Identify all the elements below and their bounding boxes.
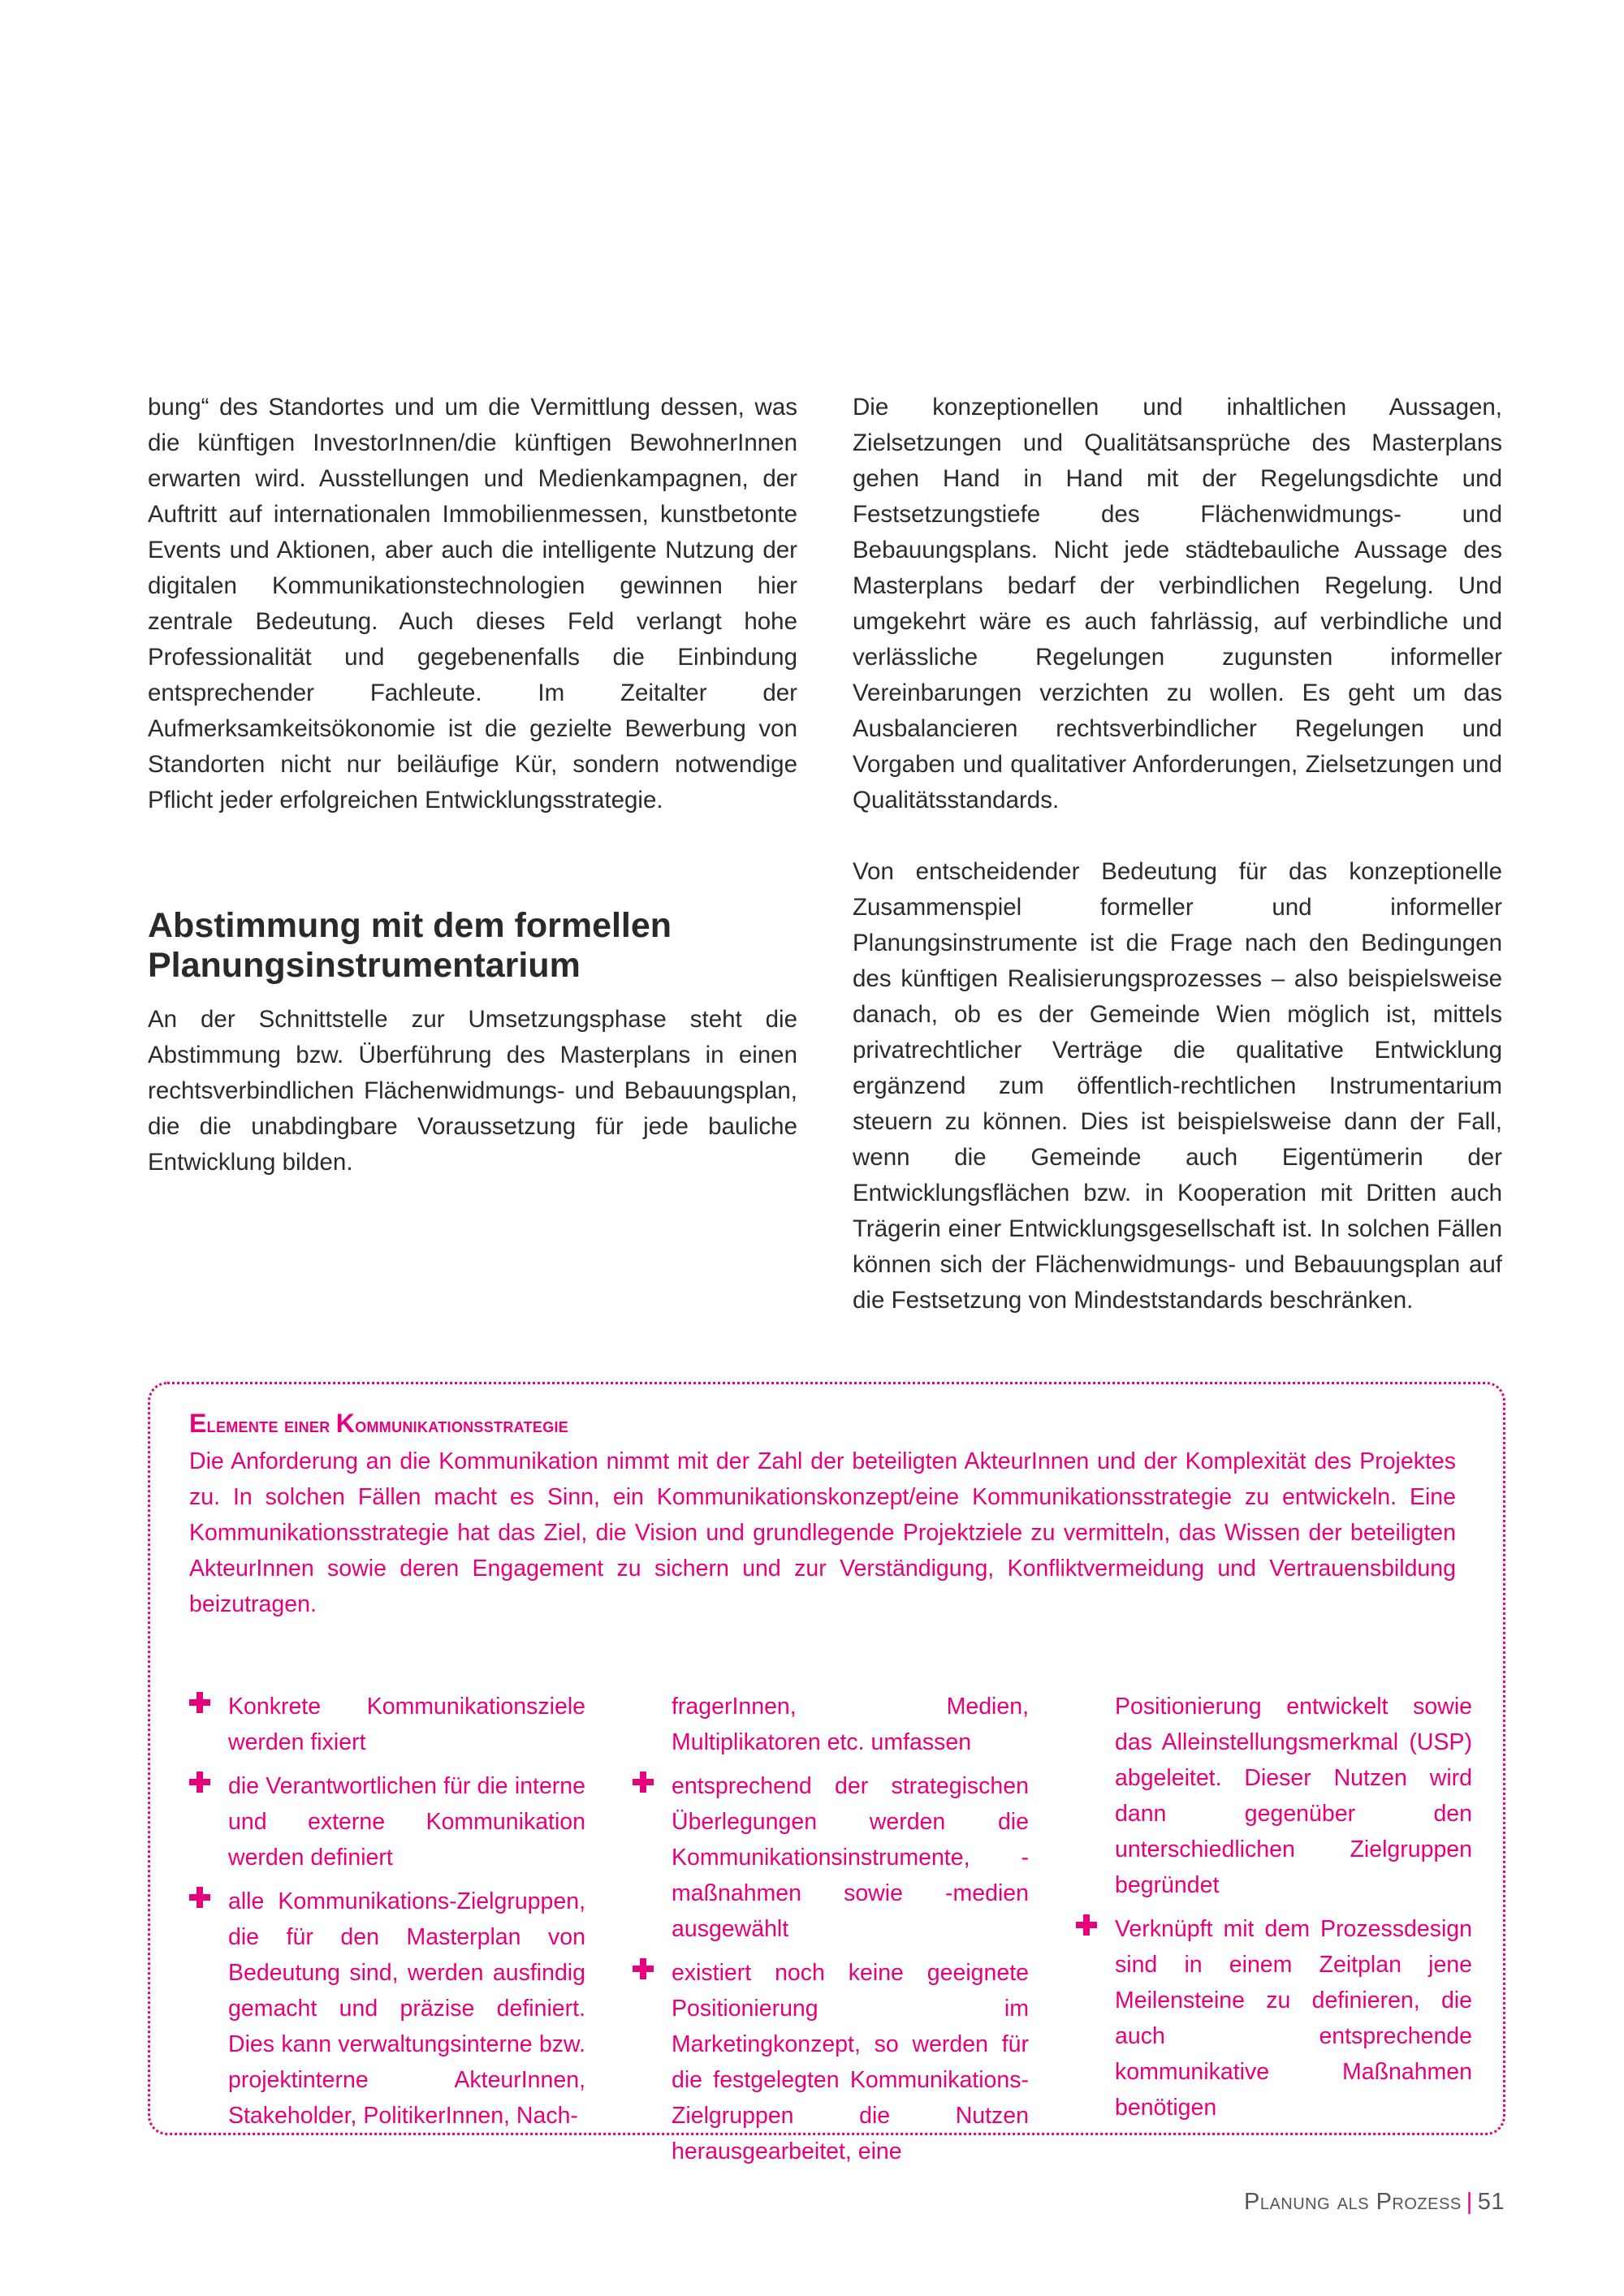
body-paragraph: Von entscheidender Bedeutung für das konzeptionelle Zusammenspiel formeller und informeller Planungsinstrumente ist die Frage nach den Bedingungen des künftigen Realisierungsprozesses – also beispielsweise danach, ob es der Gemeinde Wien möglich ist, mittels privatrechtlicher Verträge die qualitative Entwicklung ergänzend zum öffentlich-rechtlichen Instrumentarium steuern zu können. Dies ist beispielsweise dann der Fall, wenn die Gemeinde auch Eigentümerin der Entwicklungsflächen bzw. in Kooperation mit Dritten auch Trägerin einer Entwicklungsgesellschaft ist. In solchen Fällen können sich der Flächenwidmungs- und Bebauungsplan auf die Festsetzung von Mindeststandards beschränken.: [853, 858, 1502, 1314]
list-item: Verknüpft mit dem Prozessdesign sind in einem Zeitplan jene Meilensteine zu definieren, die auch entsprechende kommunikative Maßnahmen benötigen: [1115, 1911, 1472, 2126]
info-box-intro: Die Anforderung an die Kommunikation nimmt mit der Zahl der beteiligten AkteurInnen und der Komplexität des Projektes zu. In solchen Fällen macht es Sinn, ein Kommunikationskonzept/eine Kommunikationsstrategie zu entwickeln. Eine Kommunikationsstrategie hat das Ziel, die Vision und grundlegende Projektziele zu vermitteln, das Wissen der beteiligten AkteurInnen sowie deren Engagement zu sichern und zur Verständigung, Konfliktvermeidung und Vertrauensbildung beizutragen.: [189, 1448, 1456, 1617]
list-item: Konkrete Kommunikationsziele werden fixiert: [228, 1689, 585, 1760]
info-box-title: Elemente einer Kommunikationsstrategie: [189, 1409, 569, 1438]
list-column-3: [1115, 1689, 1472, 2134]
page-number: 51: [1477, 2189, 1505, 2215]
page-footer: [1244, 2187, 1505, 2216]
running-title: Planung als Prozess: [1243, 2189, 1462, 2215]
right-column: [853, 390, 1502, 1318]
info-box: [148, 1382, 1505, 2164]
list-item-continuation: Positionierung entwickelt sowie das Alleinstellungsmerkmal (USP) abgeleitet. Dieser Nutzen wird dann gegenüber den unterschiedlichen Zielgruppen begründet: [1115, 1694, 1472, 1898]
left-column: [148, 390, 797, 1180]
section-heading-line-2: Planungsinstrumentarium: [148, 946, 581, 985]
footer-separator: |: [1466, 2189, 1473, 2215]
section-heading: [148, 906, 797, 986]
list-item-continuation: fragerInnen, Medien, Multiplikatoren etc. umfassen: [672, 1694, 1029, 1755]
plus-bullet-icon: [189, 1772, 210, 1793]
info-box-content: [189, 1409, 1472, 2164]
paragraph-gap: [853, 818, 1502, 854]
list-item: entsprechend der strategischen Überlegungen werden die Kommunikationsinstrumente, -maßnahmen sowie -medien ausgewählt: [672, 1768, 1029, 1947]
body-paragraph: Die konzeptionellen und inhaltlichen Aussagen, Zielsetzungen und Qualitätsansprüche des Masterplans gehen Hand in Hand mit der Regelungsdichte und Festsetzungstiefe des Flächenwidmungs- und Bebauungsplans. Nicht jede städtebauliche Aussage des Masterplans bedarf der verbindlichen Regelung. Und umgekehrt wäre es auch fahrlässig, auf verbindliche und verlässliche Regelungen zugunsten informeller Vereinbarungen verzichten zu wollen. Es geht um das Ausbalancieren rechtsverbindlicher Regelungen und Vorgaben und qualitativer Anforderungen, Zielsetzungen und Qualitätsstandards.: [853, 394, 1502, 814]
plus-bullet-icon: [633, 1772, 654, 1793]
plus-bullet-icon: [1076, 1914, 1097, 1936]
body-paragraph: An der Schnittstelle zur Umsetzungsphase steht die Abstimmung bzw. Überführung des Masterplans in einen rechtsverbindlichen Flächenwidmungs- und Bebauungsplan, die die unabdingbare Voraussetzung für jede bauliche Entwicklung bilden.: [148, 1006, 797, 1176]
list-item: alle Kommunikations-Zielgruppen, die für den Masterplan von Bedeutung sind, werden ausfindig gemacht und präzise definiert. Dies kann verwaltungsinterne bzw. projektinterne AkteurInnen, Stakeholder, PolitikerInnen, Nach-: [228, 1884, 585, 2134]
list-item: existiert noch keine geeignete Positionierung im Marketingkonzept, so werden für die festgelegten Kommunikations-Zielgruppen die Nutzen herausgearbeitet, eine: [672, 1955, 1029, 2169]
list-column-2: [672, 1689, 1029, 2177]
list-column-1: [228, 1689, 585, 2142]
section-heading-line-1: Abstimmung mit dem formellen: [148, 906, 672, 945]
list-item: die Verantwortlichen für die interne und externe Kommunikation werden definiert: [228, 1768, 585, 1875]
plus-bullet-icon: [189, 1887, 210, 1908]
body-paragraph: bung“ des Standortes und um die Vermittlung dessen, was die künftigen InvestorInnen/die künftigen BewohnerInnen erwarten wird. Ausstellungen und Medienkampagnen, der Auftritt auf internationalen Immobilienmessen, kunstbetonte Events und Aktionen, aber auch die intelligente Nutzung der digitalen Kommunikationstechnologien gewinnen hier zentrale Bedeutung. Auch dieses Feld verlangt hohe Professionalität und gegebenenfalls die Einbindung entsprechender Fachleute. Im Zeitalter der Aufmerksamkeitsökonomie ist die gezielte Bewerbung von Standorten nicht nur beiläufige Kür, sondern notwendige Pflicht jeder erfolgreichen Entwicklungsstrategie.: [148, 394, 797, 814]
plus-bullet-icon: [189, 1692, 210, 1713]
plus-bullet-icon: [633, 1958, 654, 1979]
